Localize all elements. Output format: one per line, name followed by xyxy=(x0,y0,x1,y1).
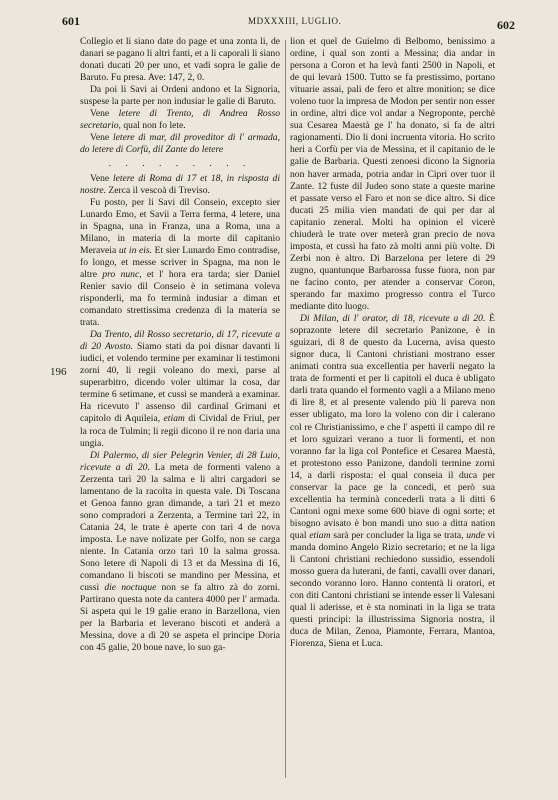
paragraph: lion et quel de Guielmo di Belbomo, benissimo a ordine, i qual son zonti a Messina; dia andar in persona a Coron et ha levà fanti 2500 in Napoli, et de qui levarà 1500. Tutto se fa prestissimo, portano vituarie assai, pali de fero et altre monition; se dice voleno tuor la impresa de Modon per sentir non esser in ordine, altri dice vol andar a Negroponte, perchè sua Cesarea Maestà ge l' ha donato, si fa de altri ragionamenti. Dio li doni incruenta vitoria. Ho scrito heri a Corfù per via de Messina, et il capitanio de le galie de Barbaria. Questi zenoesi dicono la Signoria non haver armada, potria andar in Cipri over tuor il Zante. 12 fuste dil Judeo sono state a queste marine et passate verso el Faro et non se dice altro. Si dice ducati 25 milia vien mandati de qui per dar al capitanio zeneral. Molti ha opinion el vicerè chiuderà le trate over meterà gran precio de nova imposta, et cussì ha fato zà molti anni più volte. Di Zerbi non è altro. Di Barzelona per letere di 29 zugno, quantunque Barbarossa fusse fuora, non par ne facino conto, per atender a conservar Coron, sperando far maximo progresso contra el Turco mediante dito luogo. xyxy=(290,36,495,313)
right-page-number: 602 xyxy=(497,18,515,32)
running-title: MDXXXIII, LUGLIO. xyxy=(248,16,342,26)
ellipsis-divider: . . . . . . . . . xyxy=(108,158,252,170)
paragraph: Da poi li Savi ai Ordeni andono et la Signoria, suspese la parte per non indusiar le galie di Baruto. xyxy=(80,84,280,108)
paragraph: Vene letere di Roma di 17 et 18, in risposta di nostre. Zerca il vescoà di Treviso. xyxy=(80,172,280,196)
left-page-number: 601 xyxy=(62,14,80,28)
paragraph: Vene letere di Trento, di Andrea Rosso secretario, qual non fo lete. xyxy=(80,108,280,132)
paragraph: Collegio et li siano date do page et una zonta li, de danari se pagano li altri fanti, et a li caporali li siano donati ducati 20 per uno, et vadi sopra le galie de Baruto. Fu presa. Ave: 147, 2, 0. xyxy=(80,36,280,84)
paragraph: Di Palermo, di sier Pelegrin Venier, di 28 Luio, ricevute a dì 20. La meta de formenti valeno a Zerzenta tarì 20 la salma e li altri cargadori se lamentano de la racolta in questa vale. Di Toscana et Genoa fanno gran dimande, a tarì 21 et mezo sono compradori a Zerzenta, a Termine tarì 22, in Catania 24, le trate è aperte con tarì 4 de nova imposta. Le nave nolizate per Golfo, non se carga niente. In Catania orzo tarì 10 la salma grossa. Sono letere di Napoli di 13 et da Messina di 16, comandano li biscoti se mandino per Messina, et cussì die noctuque non se fa altro zà do zorni. Partirano questa note da cantera 4000 per l' armada. Si aspeta qui le 19 galie erano in Barzellona, vien per la Barbaria et leverano biscoti et anderà a Messina, dove a dì 20 se aspeta el principe Doria con 45 galie, 20 boue nave, lo suo ga- xyxy=(80,449,280,654)
left-text-column xyxy=(80,36,280,780)
paragraph: Vene letere di mar, dil proveditor di l' armada, do letere di Corfù, dil Zante do letere xyxy=(80,132,280,156)
paragraph: Da Trento, dil Rosso secretario, di 17, ricevute a dì 20 Avosto. Siamo stati da poi disnar davanti li iudici, et volendo termine per examinar li testimoni zorni 40, li regii voleano do mexi, parse al superarbitro, dicendo voler ultimar la cosa, dar termine 6 setimane, et cussì se manderà a examinar. Ha ricevuto l' assenso dil cardinal Grimani et capitolo di Aquileia, etiam di Cividal de Friul, per la roca de Tulmin; li regii dicono il re non daria una ungia. xyxy=(80,329,280,449)
paragraph: Fu posto, per li Savi dil Conseio, excepto sier Lunardo Emo, et Savii a Terra ferma, 4 letere, una in Spagna, una in Franza, una a Roma, una a Milano, in materia di la morte dil capitanio Meraveia ut in eis. Et sier Lunardo Emo contradise, fo longo, et messe scriver in Spagna, ma non le altre pro nunc, et l' hora era tarda; sier Daniel Renier savio dil Conseio è in setimana voleva risponderli, ma fo terminà indusiar a diman et comandato strettissima credenza di la materia se trata. xyxy=(80,196,280,329)
paragraph: Di Milan, di l' orator, di 18, ricevute a dì 20. È soprazonte letere dil secretario Panizone, è in sguizari, di 8 de questo da Lucerna, avisa questo signor duca, li Cantoni christiani mostrano esser animati contra sua excellentia per haverli negato la trata de formenti et per li capitoli el duca è ubligato darli trata quando el formento vagli a a Milano meno di lire 8, et al presente valendo più li pareva non esser ubligato, ma loro la voleno con dir i calerano col re Christianissimo, e che l' aspetti il campo dil re et loro sguizari verano a tuor li formenti, et non voranno far la liga col Pontefice et Cesarea Maestà, et protestono esso Panizone, dandoli termine zorni 14, a darli risposta: el qual conseia il duca per conservar la pace ge la concedi, et però sua excellentia ha terminà concederli trata a li ditti 6 Cantoni ogni mexe some 600 biave di ogni sorte; et bisogno avisato è bon mandi uno suo a ditta nation qual etiam sarà per concluder la liga se trata, unde vi manda domino Angelo Rizio secretario; et ne la liga li Cantoni christiani rechiedono sussidio, essendoli mosso guera da luterani, de fanti, cavalli over danari, secondo voranno loro. Hanno contentà li oratori, et con diti Cantoni christiani se intende esser li Valesani qual li aderisse, et è sta nominati in la liga se trata questi principi: la illustrissima Signoria nostra, il duca de Milan, Zenoa, Piamonte, Ferrara, Mantoa, Fiorenza, Siena et Luca. xyxy=(290,313,495,650)
column-divider xyxy=(285,40,286,778)
margin-column-number: 196 xyxy=(50,366,67,378)
right-text-column xyxy=(290,36,495,780)
page-header xyxy=(0,6,558,36)
